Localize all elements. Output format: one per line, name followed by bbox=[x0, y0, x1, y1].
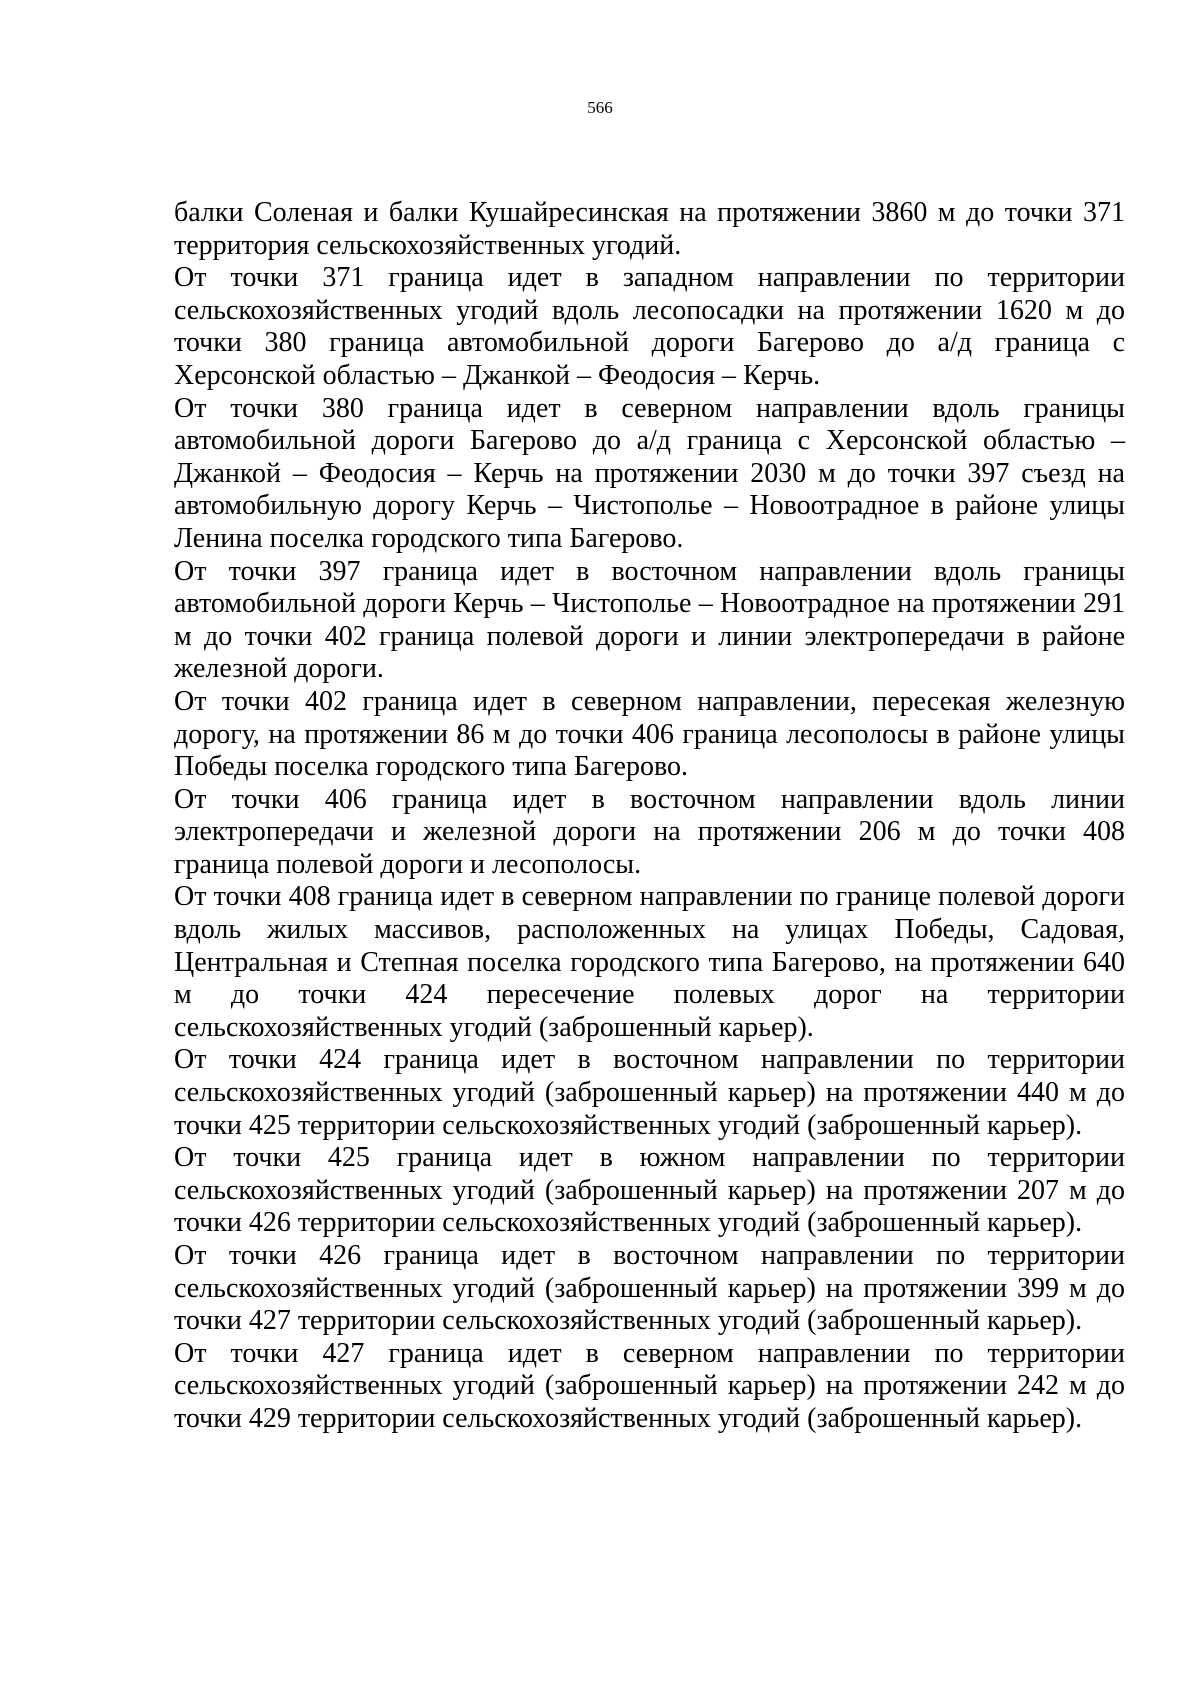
paragraph: От точки 424 граница идет в восточном направлении по территории сельскохозяйственных угодий (заброшенный карьер) на протяжении 440 м до точки 425 территории сельскохозяйственных угодий (заброшенный карьер). bbox=[174, 1044, 1125, 1141]
paragraph: От точки 427 граница идет в северном направлении по территории сельскохозяйственных угодий (заброшенный карьер) на протяжении 242 м до точки 429 территории сельскохозяйственных угодий (заброшенный карьер). bbox=[174, 1337, 1125, 1434]
paragraph: От точки 371 граница идет в западном направлении по территории сельскохозяйственных угодий вдоль лесопосадки на протяжении 1620 м до точки 380 граница автомобильной дороги Багерово до а/д граница с Херсонской областью – Джанкой – Феодосия – Керчь. bbox=[174, 262, 1125, 391]
paragraph: От точки 397 граница идет в восточном направлении вдоль границы автомобильной дороги Керчь – Чистополье – Новоотрадное на протяжении 291 м до точки 402 граница полевой дороги и линии электропередачи в районе железной дороги. bbox=[174, 555, 1125, 685]
paragraph: От точки 406 граница идет в восточном направлении вдоль линии электропередачи и железной дороги на протяжении 206 м до точки 408 граница полевой дороги и лесополосы. bbox=[174, 783, 1125, 880]
paragraph: балки Соленая и балки Кушайресинская на протяжении 3860 м до точки 371 территория сельскохозяйственных угодий. bbox=[174, 197, 1125, 261]
document-body bbox=[174, 197, 1125, 1436]
paragraph: От точки 380 граница идет в северном направлении вдоль границы автомобильной дороги Багерово до а/д граница с Херсонской областью – Джанкой – Феодосия – Керчь на протяжении 2030 м до точки 397 съезд на автомобильную дорогу Керчь – Чистополье – Новоотрадное в районе улицы Ленина поселка городского типа Багерово. bbox=[174, 392, 1125, 554]
paragraph: От точки 425 граница идет в южном направлении по территории сельскохозяйственных угодий (заброшенный карьер) на протяжении 207 м до точки 426 территории сельскохозяйственных угодий (заброшенный карьер). bbox=[174, 1142, 1125, 1239]
paragraph: От точки 426 граница идет в восточном направлении по территории сельскохозяйственных угодий (заброшенный карьер) на протяжении 399 м до точки 427 территории сельскохозяйственных угодий (заброшенный карьер). bbox=[174, 1240, 1125, 1337]
paragraph: От точки 408 граница идет в северном направлении по границе полевой дороги вдоль жилых массивов, расположенных на улицах Победы, Садовая, Центральная и Степная поселка городского типа Багерово, на протяжении 640 м до точки 424 пересечение полевых дорог на территории сельскохозяйственных угодий (заброшенный карьер). bbox=[174, 881, 1125, 1043]
page-number: 566 bbox=[587, 98, 613, 117]
paragraph: От точки 402 граница идет в северном направлении, пересекая железную дорогу, на протяжении 86 м до точки 406 граница лесополосы в районе улицы Победы поселка городского типа Багерово. bbox=[174, 685, 1125, 783]
